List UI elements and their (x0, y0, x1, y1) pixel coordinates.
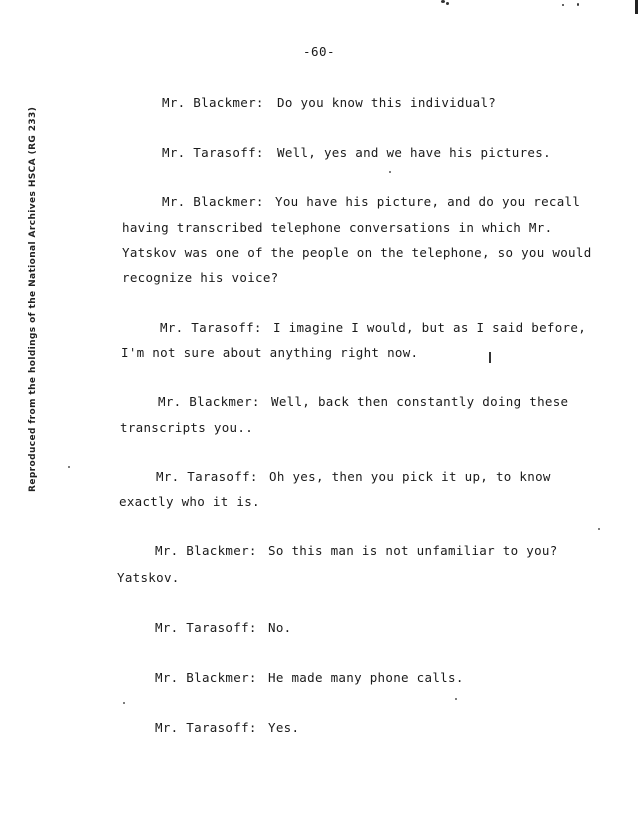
scan-speck (389, 171, 391, 173)
statement-continuation: recognize his voice? (122, 270, 279, 285)
speaker-label: Mr. Tarasoff: (155, 720, 257, 735)
speaker-label: Mr. Tarasoff: (160, 320, 262, 335)
statement-continuation: transcripts you.. (120, 420, 254, 435)
cursor-mark (489, 352, 491, 363)
statement-text: So this man is not unfamiliar to you? (268, 543, 558, 558)
statement-text: I imagine I would, but as I said before, (273, 320, 587, 335)
statement-text: Do you know this individual? (277, 95, 497, 110)
speaker-label: Mr. Blackmer: (155, 543, 257, 558)
speaker-label: Mr. Blackmer: (162, 95, 264, 110)
speaker-label: Mr. Tarasoff: (155, 620, 257, 635)
statement-text: He made many phone calls. (268, 670, 464, 685)
scan-speck (68, 466, 70, 468)
scan-speck (455, 698, 457, 700)
statement-text: You have his picture, and do you recall (275, 194, 581, 209)
scan-speck (441, 0, 445, 3)
speaker-label: Mr. Tarasoff: (162, 145, 264, 160)
scan-speck (577, 3, 579, 6)
scan-speck (446, 2, 449, 5)
scan-speck (562, 4, 564, 6)
statement-text: Oh yes, then you pick it up, to know (269, 469, 551, 484)
speaker-label: Mr. Blackmer: (158, 394, 260, 409)
speaker-label: Mr. Tarasoff: (156, 469, 258, 484)
scan-speck (598, 528, 600, 530)
speaker-label: Mr. Blackmer: (162, 194, 264, 209)
statement-text: Well, yes and we have his pictures. (277, 145, 551, 160)
statement-continuation: I'm not sure about anything right now. (121, 345, 419, 360)
speaker-label: Mr. Blackmer: (155, 670, 257, 685)
statement-continuation: Yatskov was one of the people on the telephone, so you would (122, 245, 592, 260)
statement-continuation: Yatskov. (117, 570, 180, 585)
statement-text: No. (268, 620, 292, 635)
archive-side-note: Reproduced from the holdings of the National Archives HSCA (RG 233) (28, 106, 38, 492)
statement-continuation: having transcribed telephone conversations in which Mr. (122, 220, 553, 235)
statement-text: Well, back then constantly doing these (271, 394, 569, 409)
scan-speck (123, 702, 125, 704)
page-number: -60- (302, 44, 336, 59)
statement-text: Yes. (268, 720, 300, 735)
statement-continuation: exactly who it is. (119, 494, 260, 509)
